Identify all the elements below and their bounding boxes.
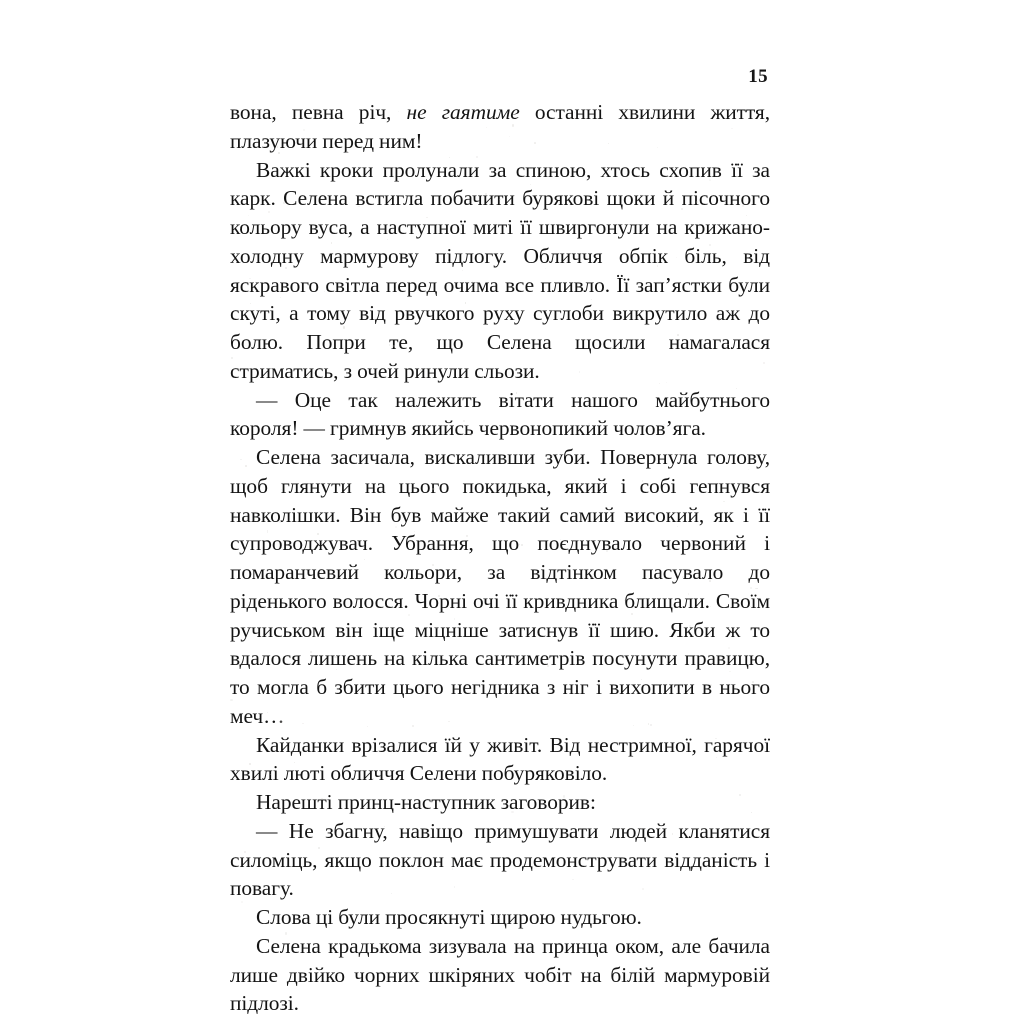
dialogue-paragraph: — Не збагну, навіщо примушувати людей кланятися силоміць, якщо поклон має продемонструвати відданість і повагу. <box>230 818 770 901</box>
body-paragraph: Слова ці були просякнуті щирою нудьгою. <box>256 905 642 929</box>
body-paragraph <box>230 98 770 156</box>
body-paragraph: Селена крадькома зизувала на принца оком, але бачила лише двійко чорних шкіряних чобіт на білій мармуровій підлозі. <box>230 933 770 1016</box>
emphasized-phrase: не гаятиме <box>406 100 520 124</box>
body-text-block <box>230 98 770 1018</box>
dialogue-paragraph: — Оце так належить вітати нашого майбутнього короля! — гримнув якийсь червонопикий чолов’яга. <box>230 387 770 441</box>
page-number: 15 <box>748 66 768 87</box>
body-paragraph: Важкі кроки пролунали за спиною, хтось схопив її за карк. Селена встигла побачити бурякові щоки й пісочного кольору вуса, а наступної миті її швиргонули на крижано-холодну мармурову підлогу. Обличчя обпік біль, від яскравого світла перед очима все пливло. Її зап’ястки були скуті, а тому від рвучкого руху суглоби викрутило аж до болю. Попри те, що Селена щосили намагалася стриматись, з очей ринули сльози. <box>230 157 770 383</box>
body-paragraph: Селена засичала, вискаливши зуби. Повернула голову, щоб глянути на цього покидька, який і собі гепнувся навколішки. Він був майже такий самий високий, як і її супроводжувач. Убрання, що поєднувало червоний і помаранчевий кольори, за відтінком пасувало до ріденького волосся. Чорні очі її кривдника блищали. Своїм ручиськом він іще міцніше затиснув її шию. Якби ж то вдалося лишень на кілька сантиметрів посунути правицю, то могла б збити цього негідника з ніг і вихопити в нього меч… <box>230 445 770 728</box>
text-run: вона, певна річ, <box>230 100 407 124</box>
text-run: останні хвилини життя, плазуючи перед ним! <box>230 100 770 153</box>
body-paragraph: Нарешті принц-наступник заговорив: <box>256 790 596 814</box>
body-paragraph: Кайданки врізалися їй у живіт. Від нестримної, гарячої хвилі люті обличчя Селени побуряковіло. <box>230 732 770 786</box>
